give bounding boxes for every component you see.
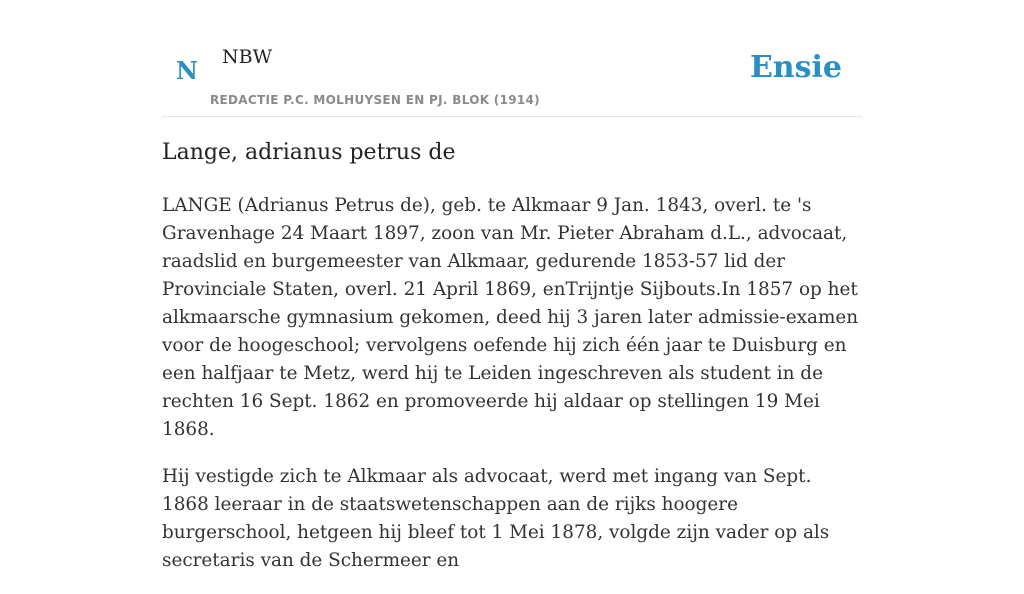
article-paragraph: LANGE (Adrianus Petrus de), geb. te Alkmaar 9 Jan. 1843, overl. te 's Gravenhage 24 Maart 1897, zoon van Mr. Pieter Abraham d.L., advocaat, raadslid en burgemeester van Alkmaar, gedurende 1853-57 lid der Provinciale Staten, overl. 21 April 1869, enTrijntje Sijbouts.In 1857 op het alkmaarsche gymnasium gekomen, deed hij 3 jaren later admissie-examen voor de hoogeschool; vervolgens oefende hij zich één jaar te Duisburg en een halfjaar te Metz, werd hij te Leiden ingeschreven als student in de rechten 16 Sept. 1862 en promoveerde hij aldaar op stellingen 19 Mei 1868. [162, 195, 859, 440]
source-name[interactable]: NBW [222, 46, 273, 68]
article-title: Lange, adrianus petrus de [162, 140, 456, 165]
article-body [162, 192, 864, 594]
source-header [162, 0, 862, 117]
brand-logo[interactable]: Ensie [749, 50, 842, 85]
source-logo-icon[interactable]: N [176, 56, 198, 85]
page [162, 0, 862, 571]
article-paragraph: Hij vestigde zich te Alkmaar als advocaat, werd met ingang van Sept. 1868 leeraar in de staatswetenschappen aan de rijks hoogere burgerschool, hetgeen hij bleef tot 1 Mei 1878, volgde zijn vader op als secretaris van de Schermeer en [162, 466, 830, 571]
source-subtitle: REDACTIE P.C. MOLHUYSEN EN PJ. BLOK (1914) [210, 93, 540, 107]
